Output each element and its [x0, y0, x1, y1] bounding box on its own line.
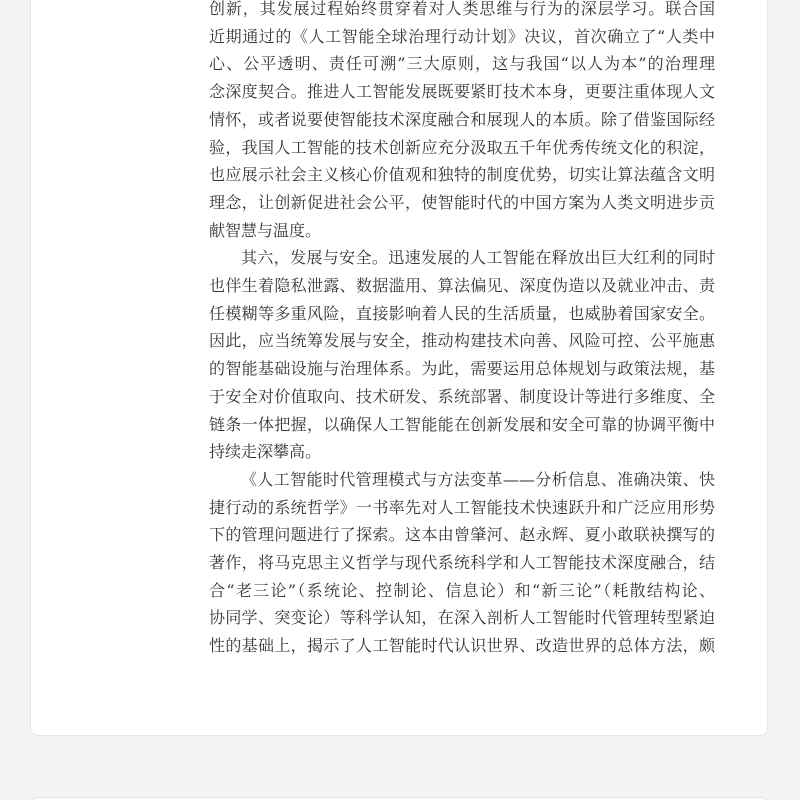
article-line: 著作，将马克思主义哲学与现代系统科学和人工智能技术深度融合，结	[209, 553, 715, 573]
article-line: 的智能基础设施与治理体系。为此，需要运用总体规划与政策法规，基	[209, 359, 715, 379]
article-card	[30, 0, 768, 736]
article-line: 也伴生着隐私泄露、数据滥用、算法偏见、深度伪造以及就业冲击、责	[209, 276, 715, 296]
article-line: 因此，应当统筹发展与安全，推动构建技术向善、风险可控、公平施惠	[209, 331, 715, 351]
article-paragraph	[209, 0, 715, 244]
article-line: 也应展示社会主义核心价值观和独特的制度优势，切实让算法蕴含文明	[209, 165, 715, 185]
article-line: 合“老三论”（系统论、控制论、信息论）和“新三论”（耗散结构论、	[209, 580, 715, 600]
article-line: 情怀，或者说要使智能技术深度融合和展现人的本质。除了借鉴国际经	[209, 109, 715, 129]
article-body	[209, 0, 715, 660]
article-line: 创新，其发展过程始终贯穿着对人类思维与行为的深层学习。联合国	[209, 0, 715, 18]
article-line: 验，我国人工智能的技术创新应充分汲取五千年优秀传统文化的积淀，	[209, 137, 715, 157]
article-line: 献智慧与温度。	[209, 220, 322, 240]
article-line: 近期通过的《人工智能全球治理行动计划》决议，首次确立了“人类中	[209, 26, 715, 46]
article-line: 于安全对价值取向、技术研发、系统部署、制度设计等进行多维度、全	[209, 386, 715, 406]
article-line: 协同学、突变论）等科学认知，在深入剖析人工智能时代管理转型紧迫	[209, 608, 715, 628]
article-line: 任模糊等多重风险，直接影响着人民的生活质量，也威胁着国家安全。	[209, 303, 715, 323]
article-paragraph	[209, 244, 715, 466]
article-line: 性的基础上，揭示了人工智能时代认识世界、改造世界的总体方法，颇	[209, 636, 715, 656]
article-line: 持续走深攀高。	[209, 442, 322, 462]
article-line: 下的管理问题进行了探索。这本由曾肇河、赵永辉、夏小敢联袂撰写的	[209, 525, 715, 545]
article-line: 念深度契合。推进人工智能发展既要紧盯技术本身，更要注重体现人文	[209, 82, 715, 102]
article-line: 其六，发展与安全。迅速发展的人工智能在释放出巨大红利的同时	[241, 248, 715, 268]
article-paragraph	[209, 466, 715, 660]
article-line: 链条一体把握，以确保人工智能能在创新发展和安全可靠的协调平衡中	[209, 414, 715, 434]
article-line: 心、公平透明、责任可溯”三大原则，这与我国“以人为本”的治理理	[209, 54, 715, 74]
article-line: 捷行动的系统哲学》一书率先对人工智能技术快速跃升和广泛应用形势	[209, 497, 715, 517]
article-line: 理念，让创新促进社会公平，使智能时代的中国方案为人类文明进步贡	[209, 192, 715, 212]
article-line: 《人工智能时代管理模式与方法变革——分析信息、准确决策、快	[241, 469, 715, 489]
